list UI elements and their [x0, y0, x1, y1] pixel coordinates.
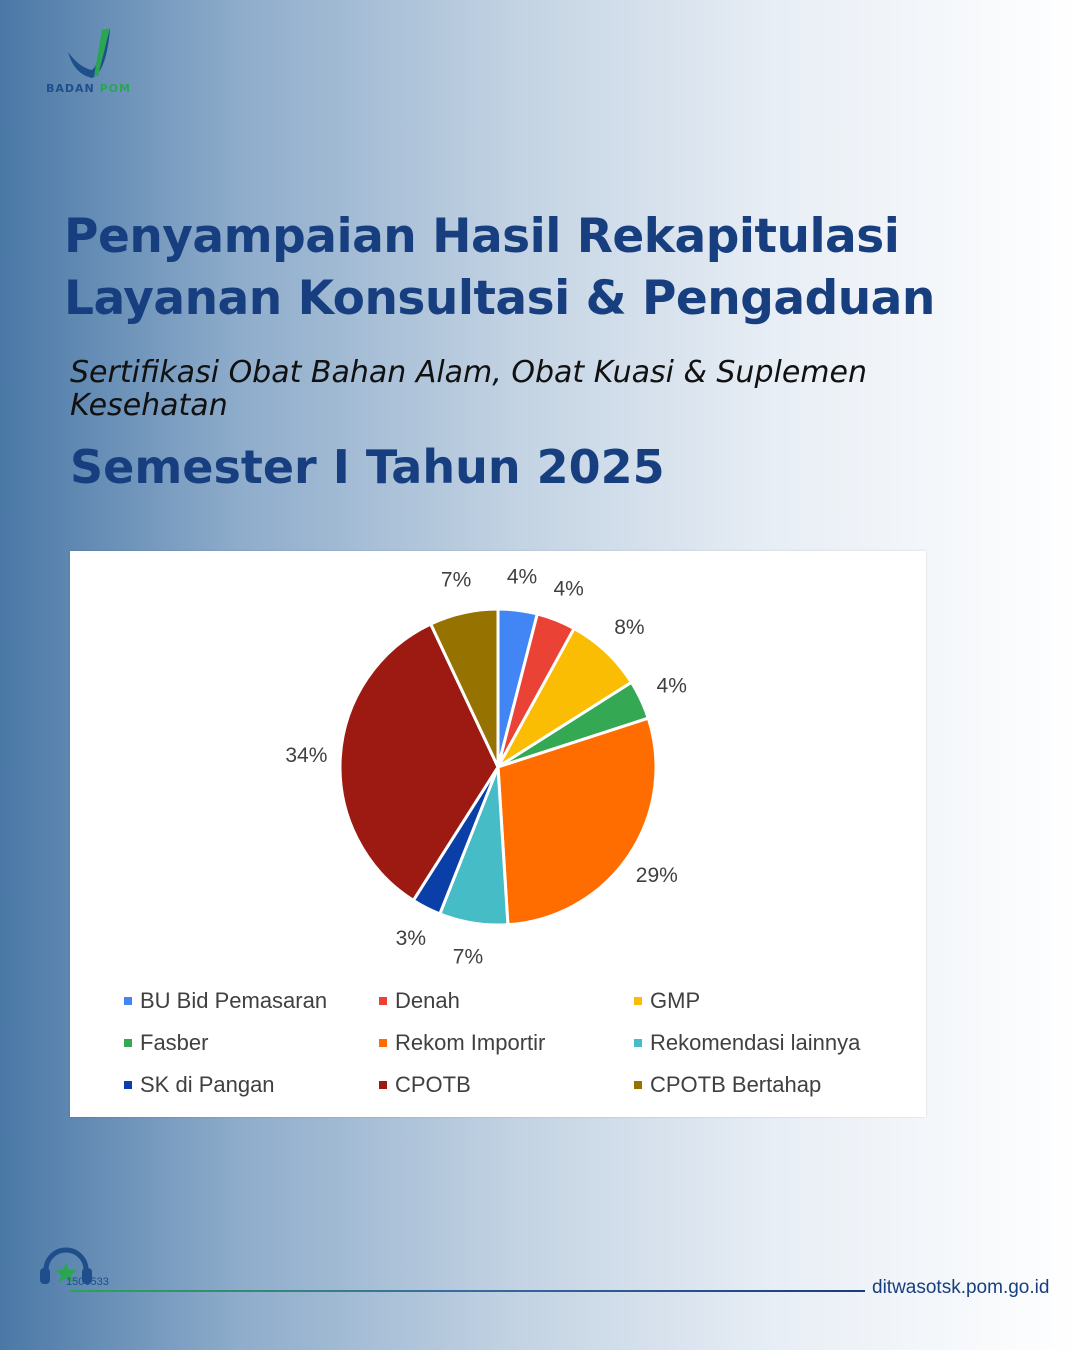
title-line-2: Layanan Konsultasi & Pengaduan	[64, 271, 935, 326]
legend-item-0	[120, 987, 375, 1015]
pie-chart-card	[70, 551, 926, 1117]
legend-swatch-0	[124, 997, 132, 1005]
pie-data-label-6: 3%	[395, 927, 427, 951]
legend-item-3	[120, 1029, 375, 1057]
legend-label-1: Denah	[395, 988, 460, 1013]
legend-swatch-6	[124, 1081, 132, 1089]
pie-data-label-5: 7%	[452, 945, 484, 969]
legend-item-2	[630, 987, 900, 1015]
legend-label-3: Fasber	[140, 1030, 209, 1055]
legend-item-5	[630, 1029, 900, 1057]
legend-label-0: BU Bid Pemasaran	[140, 988, 328, 1013]
legend-label-5: Rekomendasi lainnya	[650, 1030, 861, 1055]
pie-data-label-8: 7%	[440, 568, 472, 592]
pie-data-label-2: 8%	[614, 616, 645, 640]
legend-item-1	[375, 987, 630, 1015]
legend-label-4: Rekom Importir	[395, 1030, 546, 1055]
legend-item-7	[375, 1071, 630, 1099]
legend-label-8: CPOTB Bertahap	[650, 1072, 822, 1097]
legend-item-6	[120, 1071, 375, 1099]
semester-heading: Semester I Tahun 2025	[70, 440, 665, 494]
pie-data-label-4: 29%	[635, 863, 678, 887]
footer-divider	[70, 1290, 865, 1292]
chart-legend	[120, 987, 920, 1099]
page-title	[64, 206, 935, 330]
legend-label-6: SK di Pangan	[140, 1072, 275, 1097]
pie-data-label-1: 4%	[553, 577, 584, 601]
pie-chart	[70, 551, 926, 981]
pie-data-label-3: 4%	[656, 674, 687, 698]
hotline-number: 1500533	[66, 1276, 109, 1288]
legend-label-2: GMP	[650, 988, 701, 1013]
title-line-1: Penyampaian Hasil Rekapitulasi	[64, 209, 900, 264]
pie-data-label-0: 4%	[506, 565, 538, 589]
legend-swatch-5	[634, 1039, 642, 1047]
legend-item-8	[630, 1071, 900, 1099]
legend-item-4	[375, 1029, 630, 1057]
pie-data-label-7: 34%	[285, 743, 328, 767]
legend-swatch-4	[379, 1039, 387, 1047]
legend-swatch-7	[379, 1081, 387, 1089]
legend-swatch-3	[124, 1039, 132, 1047]
legend-swatch-1	[379, 997, 387, 1005]
legend-swatch-8	[634, 1081, 642, 1089]
legend-swatch-2	[634, 997, 642, 1005]
page-subtitle: Sertifikasi Obat Bahan Alam, Obat Kuasi & Suplemen Kesehatan	[70, 355, 867, 423]
footer-url: ditwasotsk.pom.go.id	[872, 1277, 1050, 1298]
legend-label-7: CPOTB	[395, 1072, 471, 1097]
logo-text: BADAN POM	[46, 82, 131, 95]
